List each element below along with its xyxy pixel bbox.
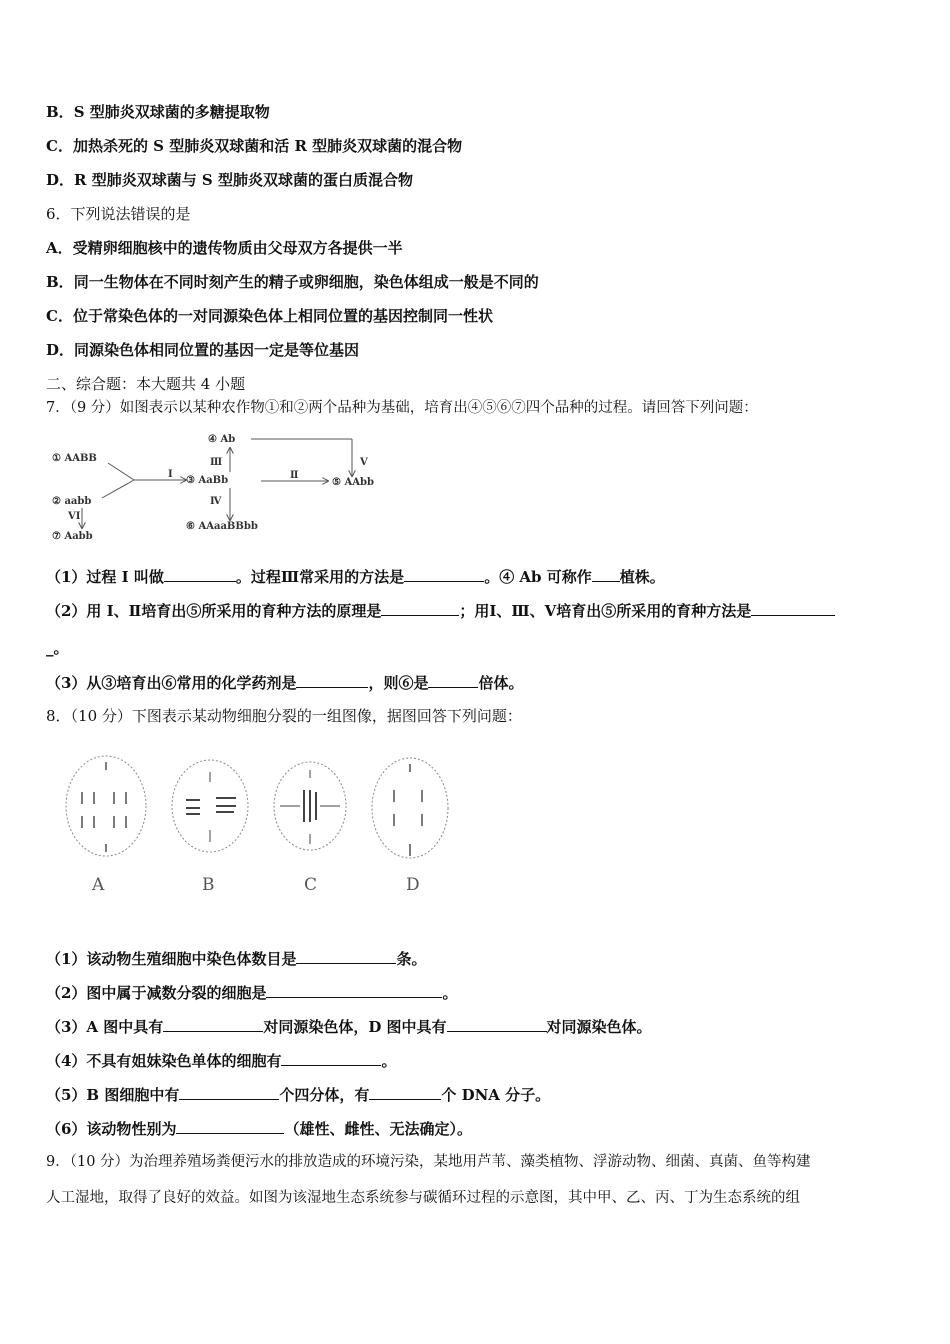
q9-line-2: 人工湿地，取得了良好的效益。如图为该湿地生态系统参与碳循环过程的示意图，其中甲、乙、丙、丁为生态系统的组 bbox=[46, 1190, 800, 1206]
q8-stem: 8．（10 分）下图表示某动物细胞分裂的一组图像，据图回答下列问题： bbox=[46, 707, 522, 725]
process-5: V bbox=[360, 457, 368, 468]
answer-blank[interactable] bbox=[281, 1050, 381, 1066]
q6-option-b: B．同一生物体在不同时刻产生的精子或卵细胞，染色体组成一般是不同的 bbox=[46, 273, 539, 291]
q6-option-c: C．位于常染色体的一对同源染色体上相同位置的基因控制同一性状 bbox=[46, 307, 493, 325]
node-1: ① AABB bbox=[52, 453, 97, 464]
cell-d bbox=[372, 758, 448, 858]
answer-blank[interactable] bbox=[428, 672, 478, 688]
line-1-merge bbox=[108, 463, 134, 480]
process-3: Ⅲ bbox=[210, 457, 223, 468]
answer-blank[interactable] bbox=[592, 566, 620, 582]
cell-b-chromosomes bbox=[186, 772, 236, 842]
q7-sub-1: （1）过程 I 叫做 。过程Ⅲ常采用的方法是 。④ Ab 可称作 植株。 bbox=[46, 568, 665, 586]
q6-stem: 6．下列说法错误的是 bbox=[46, 205, 191, 223]
cell-a bbox=[66, 756, 146, 856]
answer-blank[interactable] bbox=[751, 600, 835, 616]
q5-option-d: D．R 型肺炎双球菌与 S 型肺炎双球菌的蛋白质混合物 bbox=[46, 171, 413, 189]
answer-blank[interactable] bbox=[266, 982, 442, 998]
q6-option-a: A．受精卵细胞核中的遗传物质由父母双方各提供一半 bbox=[46, 239, 403, 257]
q9-line-1: 9．（10 分）为治理养殖场粪便污水的排放造成的环境污染，某地用芦苇、藻类植物、浮游动物、细菌、真菌、鱼等构建 bbox=[46, 1154, 811, 1170]
q5-option-c: C．加热杀死的 S 型肺炎双球菌和活 R 型肺炎双球菌的混合物 bbox=[46, 137, 463, 155]
answer-blank[interactable] bbox=[164, 566, 236, 582]
q6-option-d: D．同源染色体相同位置的基因一定是等位基因 bbox=[46, 341, 360, 359]
q7-sub-2: （2）用 I、Ⅱ培育出⑤所采用的育种方法的原理是 ；用Ⅰ、Ⅲ、Ⅴ培育出⑤所采用的育种方法是 bbox=[46, 600, 835, 621]
q8-sub-2: （2）图中属于减数分裂的细胞是 。 bbox=[46, 984, 458, 1002]
cell-a-chromosomes bbox=[82, 762, 126, 852]
q8-sub-1: （1）该动物生殖细胞中染色体数目是 条。 bbox=[46, 950, 427, 968]
answer-blank[interactable] bbox=[296, 948, 396, 964]
answer-blank[interactable] bbox=[179, 1084, 279, 1100]
q5-option-b: B．S 型肺炎双球菌的多糖提取物 bbox=[46, 103, 270, 121]
node-2: ② aabb bbox=[52, 496, 92, 507]
process-4: Ⅳ bbox=[210, 496, 222, 507]
q8-sub-3: （3）A 图中具有 对同源染色体，D 图中具有 对同源染色体。 bbox=[46, 1018, 652, 1036]
cell-label-b: B bbox=[202, 875, 215, 895]
q7-sub-3: （3）从③培育出⑥常用的化学药剂是 ，则⑥是 倍体。 bbox=[46, 674, 524, 692]
q7-sub-2-cont: _。 bbox=[46, 639, 69, 657]
node-6: ⑥ AAaaBBbb bbox=[186, 521, 258, 532]
line-2-merge bbox=[102, 480, 134, 498]
answer-blank[interactable] bbox=[447, 1016, 547, 1032]
answer-blank[interactable] bbox=[176, 1118, 284, 1134]
answer-blank[interactable] bbox=[296, 672, 368, 688]
process-1: I bbox=[168, 469, 173, 480]
node-3: ③ AaBb bbox=[186, 475, 229, 486]
node-7: ⑦ Aabb bbox=[52, 531, 93, 542]
answer-blank[interactable] bbox=[163, 1016, 263, 1032]
q8-sub-6: （6）该动物性别为 （雄性、雌性、无法确定）。 bbox=[46, 1120, 472, 1138]
cell-label-c: C bbox=[304, 875, 318, 895]
breeding-diagram bbox=[46, 428, 386, 548]
answer-blank[interactable] bbox=[381, 600, 459, 616]
q8-sub-4: （4）不具有姐妹染色单体的细胞有 。 bbox=[46, 1052, 397, 1070]
cell-label-d: D bbox=[406, 875, 420, 895]
q8-sub-5: （5）B 图细胞中有 个四分体，有 个 DNA 分子。 bbox=[46, 1086, 551, 1104]
node-5: ⑤ AAbb bbox=[332, 477, 374, 488]
cell-c-chromosomes bbox=[280, 770, 340, 844]
cell-d-chromosomes bbox=[394, 764, 422, 856]
cell-label-a: A bbox=[92, 875, 105, 895]
q7-stem: 7．（9 分）如图表示以某种农作物①和②两个品种为基础，培育出④⑤⑥⑦四个品种的过程。请回答下列问题： bbox=[46, 400, 758, 416]
cell-division-figure bbox=[58, 752, 458, 898]
section-title: 二、综合题：本大题共 4 小题 bbox=[46, 375, 246, 393]
node-4: ④ Ab bbox=[208, 434, 236, 445]
answer-blank[interactable] bbox=[404, 566, 484, 582]
process-6: VI bbox=[68, 511, 81, 522]
answer-blank[interactable] bbox=[369, 1084, 441, 1100]
process-2: Ⅱ bbox=[290, 470, 299, 481]
